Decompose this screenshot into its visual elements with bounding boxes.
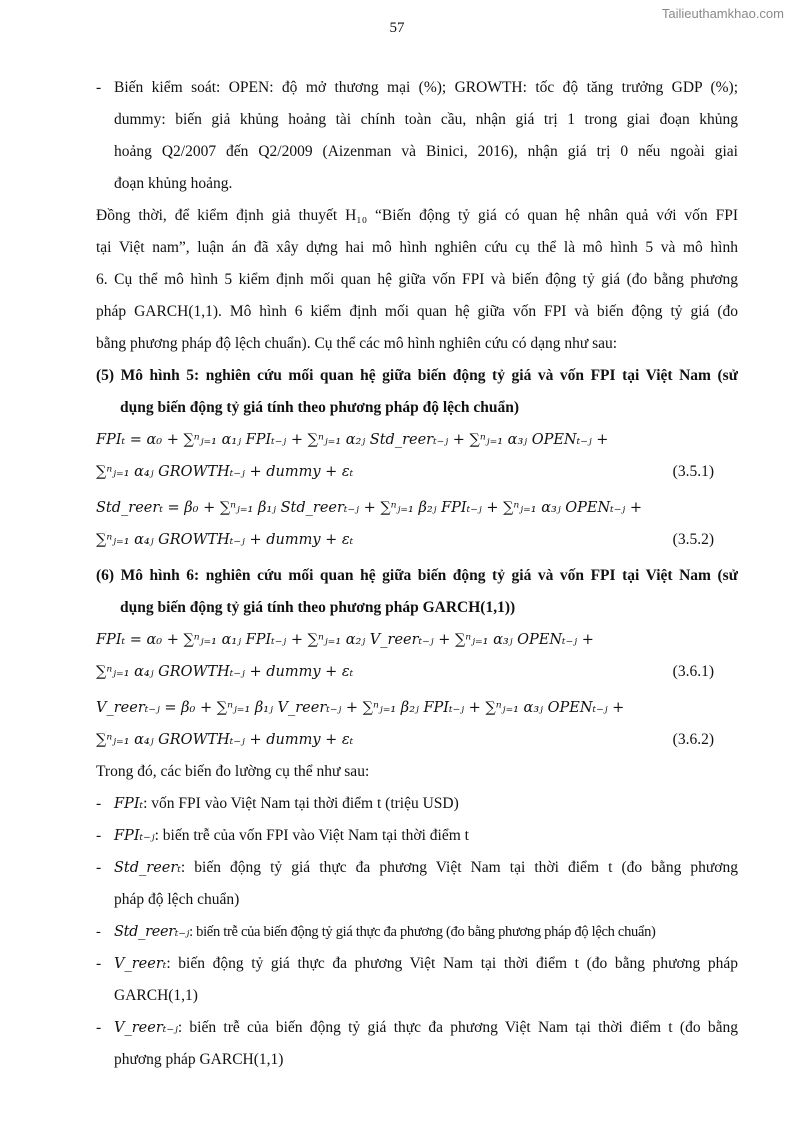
- bullet-dash: -: [96, 795, 102, 812]
- bullet-dash: -: [96, 1019, 102, 1036]
- variable-symbol: V_reerₜ: [114, 956, 167, 972]
- model-5-heading: (5) Mô hình 5: nghiên cứu mối quan hệ giữa biến động tỷ giá và vốn FPI tại Việt Nam (sử: [96, 367, 738, 384]
- text-line: đoạn khủng hoảng.: [114, 175, 233, 192]
- page-number: 57: [389, 20, 405, 36]
- definition-continuation: phương pháp GARCH(1,1): [114, 1051, 284, 1068]
- variable-symbol: FPIₜ₋ⱼ: [114, 828, 155, 844]
- equation-3-5-2-line1: Std_reerₜ = β₀ + ∑ⁿⱼ₌₁ β₁ⱼ Std_reerₜ₋ⱼ + ∑ⁿⱼ₌₁ β₂ⱼ FPIₜ₋ⱼ + ∑ⁿⱼ₌₁ α₃ⱼ OPENₜ₋ⱼ +: [96, 500, 642, 516]
- equation-text: ∑ⁿⱼ₌₁ α₄ⱼ GROWTHₜ₋ⱼ + dummy + εₜ: [96, 664, 354, 680]
- equation-number: (3.5.2): [672, 531, 714, 548]
- text-line: bằng phương pháp độ lệch chuẩn). Cụ thể các mô hình nghiên cứu có dạng như sau:: [96, 335, 618, 352]
- text-line: dummy: biến giả khủng hoảng tài chính toàn cầu, nhận giá trị 1 trong giai đoạn khủng: [114, 111, 738, 128]
- definition-text: : biến trễ của vốn FPI vào Việt Nam tại thời điểm t: [154, 827, 469, 844]
- definition-text: : biến động tỷ giá thực đa phương Việt Nam tại thời điểm t (đo bằng phương: [180, 859, 738, 876]
- bullet-dash: -: [96, 924, 101, 940]
- hypothesis-paragraph: [96, 204, 738, 364]
- equation-number: (3.5.1): [672, 463, 714, 480]
- definition-text: : biến động tỷ giá thực đa phương Việt Nam tại thời điểm t (đo bằng phương pháp: [166, 955, 738, 972]
- equation-3-6-2-line1: V_reerₜ₋ⱼ = β₀ + ∑ⁿⱼ₌₁ β₁ⱼ V_reerₜ₋ⱼ + ∑ⁿⱼ₌₁ β₂ⱼ FPIₜ₋ⱼ + ∑ⁿⱼ₌₁ α₃ⱼ OPENₜ₋ⱼ +: [96, 700, 625, 716]
- model-5-section: [96, 364, 738, 560]
- model-6-heading: (6) Mô hình 6: nghiên cứu mối quan hệ giữa biến động tỷ giá và vốn FPI tại Việt Nam (sử: [96, 567, 738, 584]
- definition-item: [96, 792, 738, 824]
- definition-item: [96, 856, 738, 888]
- text-line: Đồng thời, để kiểm định giả thuyết H₁₀ “Biến động tỷ giá có quan hệ nhân quả với vốn FPI: [96, 207, 738, 224]
- equation-3-5-1-line1: FPIₜ = α₀ + ∑ⁿⱼ₌₁ α₁ⱼ FPIₜ₋ⱼ + ∑ⁿⱼ₌₁ α₂ⱼ Std_reerₜ₋ⱼ + ∑ⁿⱼ₌₁ α₃ⱼ OPENₜ₋ⱼ +: [96, 432, 609, 448]
- text-line: hoảng Q2/2007 đến Q2/2009 (Aizenman và Binici, 2016), nhận giá trị 0 nếu ngoài giai: [114, 143, 738, 160]
- definition-text: : vốn FPI vào Việt Nam tại thời điểm t (triệu USD): [143, 795, 459, 812]
- text-line: pháp GARCH(1,1). Mô hình 6 kiểm định mối quan hệ giữa vốn FPI và biến động tỷ giá (đo: [96, 303, 738, 320]
- definition-text: : biến trễ của biến động tỷ giá thực đa phương Việt Nam tại thời điểm t (đo bằng: [177, 1019, 738, 1036]
- text: Biến kiểm soát: OPEN: độ mở thương mại (%); GROWTH: tốc độ tăng trưởng GDP (%);: [114, 79, 738, 96]
- definition-item: [96, 824, 738, 856]
- model-6-heading-cont: dụng biến động tỷ giá tính theo phương pháp GARCH(1,1)): [120, 599, 516, 616]
- equation-3-5-1-line2: [96, 460, 738, 492]
- equation-text: ∑ⁿⱼ₌₁ α₄ⱼ GROWTHₜ₋ⱼ + dummy + εₜ: [96, 464, 354, 480]
- equation-text: ∑ⁿⱼ₌₁ α₄ⱼ GROWTHₜ₋ⱼ + dummy + εₜ: [96, 532, 354, 548]
- variable-symbol: Std_reerₜ: [114, 860, 181, 876]
- bullet-dash: -: [96, 827, 102, 844]
- bullet-dash: -: [96, 859, 102, 876]
- definition-item: [96, 920, 738, 952]
- definition-continuation: GARCH(1,1): [114, 987, 198, 1004]
- definition-item: [96, 1016, 738, 1048]
- bullet-dash: -: [96, 955, 102, 972]
- definition-text: : biến trễ của biến động tỷ giá thực đa phương (đo bằng phương pháp độ lệch chuẩn): [189, 924, 656, 940]
- variable-definitions: [96, 760, 738, 1080]
- equation-number: (3.6.2): [672, 731, 714, 748]
- model-6-section: [96, 564, 738, 760]
- text-line: tại Việt nam”, luận án đã xây dựng hai mô hình nghiên cứu cụ thể là mô hình 5 và mô hình: [96, 239, 738, 256]
- equation-3-6-2-line2: [96, 728, 738, 760]
- definition-item: [96, 952, 738, 984]
- equation-text: ∑ⁿⱼ₌₁ α₄ⱼ GROWTHₜ₋ⱼ + dummy + εₜ: [96, 732, 354, 748]
- control-variables-item: [96, 76, 738, 204]
- bullet-dash: -: [96, 79, 102, 96]
- equation-number: (3.6.1): [672, 663, 714, 680]
- model-5-heading-cont: dụng biến động tỷ giá tính theo phương pháp độ lệch chuẩn): [120, 399, 520, 416]
- variable-symbol: FPIₜ: [114, 796, 144, 812]
- equation-3-6-1-line2: [96, 660, 738, 692]
- equation-3-5-2-line2: [96, 528, 738, 560]
- equation-3-6-1-line1: FPIₜ = α₀ + ∑ⁿⱼ₌₁ α₁ⱼ FPIₜ₋ⱼ + ∑ⁿⱼ₌₁ α₂ⱼ V_reerₜ₋ⱼ + ∑ⁿⱼ₌₁ α₃ⱼ OPENₜ₋ⱼ +: [96, 632, 594, 648]
- page-content: [96, 76, 738, 1080]
- definition-continuation: pháp độ lệch chuẩn): [114, 891, 240, 908]
- text-line: 6. Cụ thể mô hình 5 kiểm định mối quan hệ giữa vốn FPI và biến động tỷ giá (đo bằng phương: [96, 271, 738, 288]
- definitions-intro: Trong đó, các biến đo lường cụ thể như sau:: [96, 763, 370, 780]
- watermark: Tailieuthamkhao.com: [661, 6, 784, 21]
- variable-symbol: Std_reerₜ₋ⱼ: [114, 924, 190, 940]
- variable-symbol: V_reerₜ₋ⱼ: [114, 1020, 178, 1036]
- text-line: [96, 76, 738, 108]
